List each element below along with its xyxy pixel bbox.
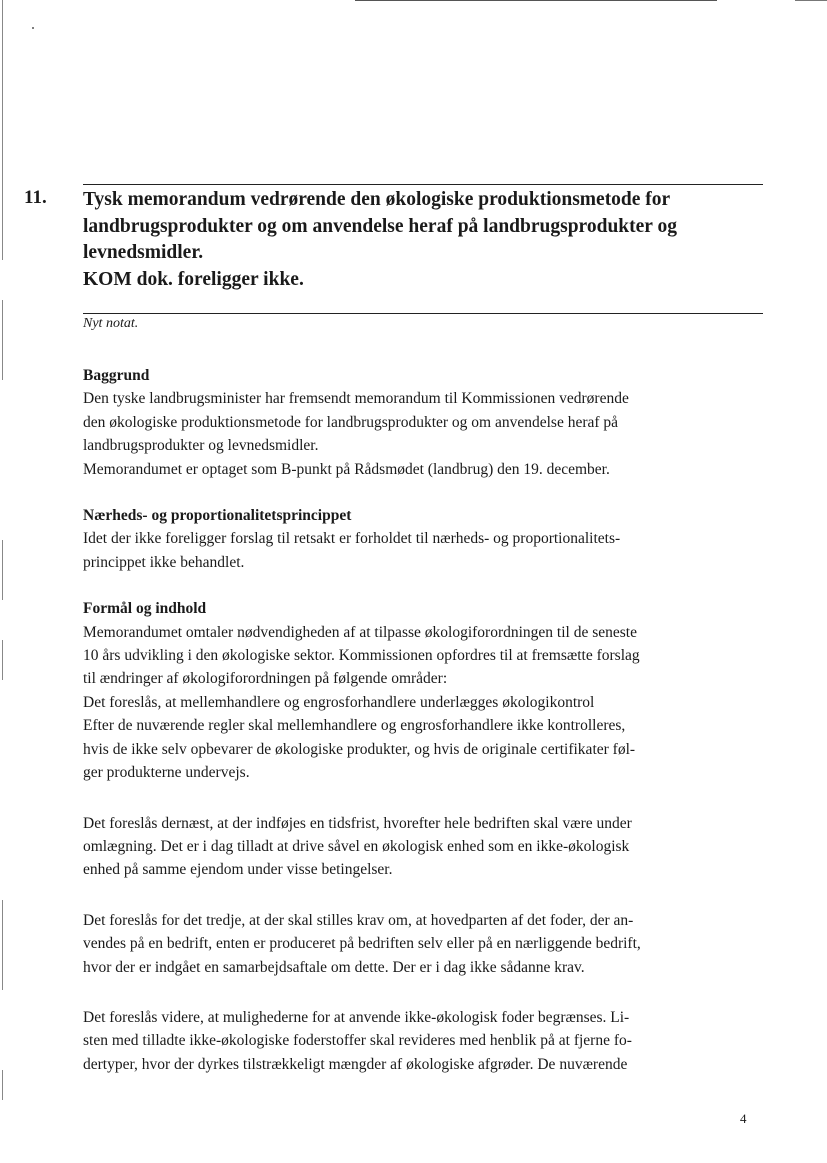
text-line: Det foreslås, at mellemhandlere og engrosforhandlere underlægges økologikontrol xyxy=(83,693,595,711)
scan-left-edge xyxy=(2,900,3,990)
text-line: Memorandumet omtaler nødvendigheden af at tilpasse økologiforordningen til de seneste xyxy=(83,623,637,641)
heading-line: landbrugsprodukter og om anvendelse heraf på landbrugsprodukter og xyxy=(83,215,677,237)
scan-speck xyxy=(32,27,34,29)
text-line: sten med tilladte ikke-økologiske foderstoffer skal revideres med henblik på at fjerne fo- xyxy=(83,1032,632,1050)
section-title: Formål og indhold xyxy=(83,600,207,618)
document-body xyxy=(83,364,773,1076)
scan-top-rule xyxy=(355,0,717,1)
item-number: 11. xyxy=(24,187,47,208)
text-line: Det foreslås dernæst, at der indføjes en tidsfrist, hvorefter hele bedriften skal være under xyxy=(83,814,632,832)
page-title xyxy=(83,187,763,293)
section-title: Baggrund xyxy=(83,367,150,384)
paragraph xyxy=(83,812,773,882)
text-line: Efter de nuværende regler skal mellemhandlere og engrosforhandlere ikke kontrolleres, xyxy=(83,717,626,735)
text-line: Den tyske landbrugsminister har fremsendt memorandum til Kommissionen vedrørende xyxy=(83,390,629,408)
text-line: enhed på samme ejendom under visse betingelser. xyxy=(83,861,393,879)
text-line: til ændringer af økologiforordningen på følgende områder: xyxy=(83,670,448,688)
text-line: princippet ikke behandlet. xyxy=(83,553,245,571)
heading-line: Tysk memorandum vedrørende den økologiske produktionsmetode for xyxy=(83,189,671,210)
paragraph xyxy=(83,1006,773,1076)
text-line: landbrugsprodukter og levnedsmidler. xyxy=(83,437,319,455)
text-line: Idet der ikke foreligger forslag til retsakt er forholdet til nærheds- og proportionalitets- xyxy=(83,530,621,548)
text-line: 10 års udvikling i den økologiske sektor. Kommissionen opfordres til at fremsætte forslag xyxy=(83,647,640,665)
text-line: Memorandumet er optaget som B-punkt på Rådsmødet (landbrug) den 19. december. xyxy=(83,460,610,478)
heading-line: KOM dok. foreligger ikke. xyxy=(83,268,304,290)
scan-left-edge xyxy=(2,0,3,260)
section-purpose xyxy=(83,597,773,1076)
scan-top-rule-right xyxy=(795,0,827,1)
scan-left-edge xyxy=(2,640,3,680)
paragraph xyxy=(83,621,773,785)
heading-top-rule xyxy=(83,184,763,185)
section-background xyxy=(83,364,773,481)
heading-line: levnedsmidler. xyxy=(83,242,204,263)
heading-bottom-rule xyxy=(83,313,763,314)
page-number: 4 xyxy=(740,1111,747,1126)
text-line: vendes på en bedrift, enten er produceret på bedriften selv eller på en nærliggende bedrift, xyxy=(83,935,641,953)
scan-left-edge xyxy=(2,300,3,380)
paragraph xyxy=(83,909,773,979)
scan-left-edge xyxy=(2,540,3,600)
text-line: ger produkterne undervejs. xyxy=(83,764,250,782)
section-subsidiarity xyxy=(83,504,773,574)
text-line: dertyper, hvor der dyrkes tilstrækkeligt mængder af økologiske afgrøder. De nuværende xyxy=(83,1055,628,1073)
text-line: Det foreslås videre, at mulighederne for at anvende ikke-økologisk foder begrænses. Li- xyxy=(83,1008,630,1026)
text-line: den økologiske produktionsmetode for landbrugsprodukter og om anvendelse heraf på xyxy=(83,413,619,431)
text-line: hvis de ikke selv opbevarer de økologiske produkter, og hvis de originale certifikater føl- xyxy=(83,740,636,758)
text-line: omlægning. Det er i dag tilladt at drive såvel en økologisk enhed som en ikke-økologisk xyxy=(83,837,630,855)
note: Nyt notat. xyxy=(83,316,139,331)
section-title: Nærheds- og proportionalitetsprincippet xyxy=(83,507,352,525)
scan-left-edge xyxy=(2,1070,3,1100)
text-line: hvor der er indgået en samarbejdsaftale om dette. Der er i dag ikke sådanne krav. xyxy=(83,958,585,976)
text-line: Det foreslås for det tredje, at der skal stilles krav om, at hovedparten af det foder, der an- xyxy=(83,911,634,929)
